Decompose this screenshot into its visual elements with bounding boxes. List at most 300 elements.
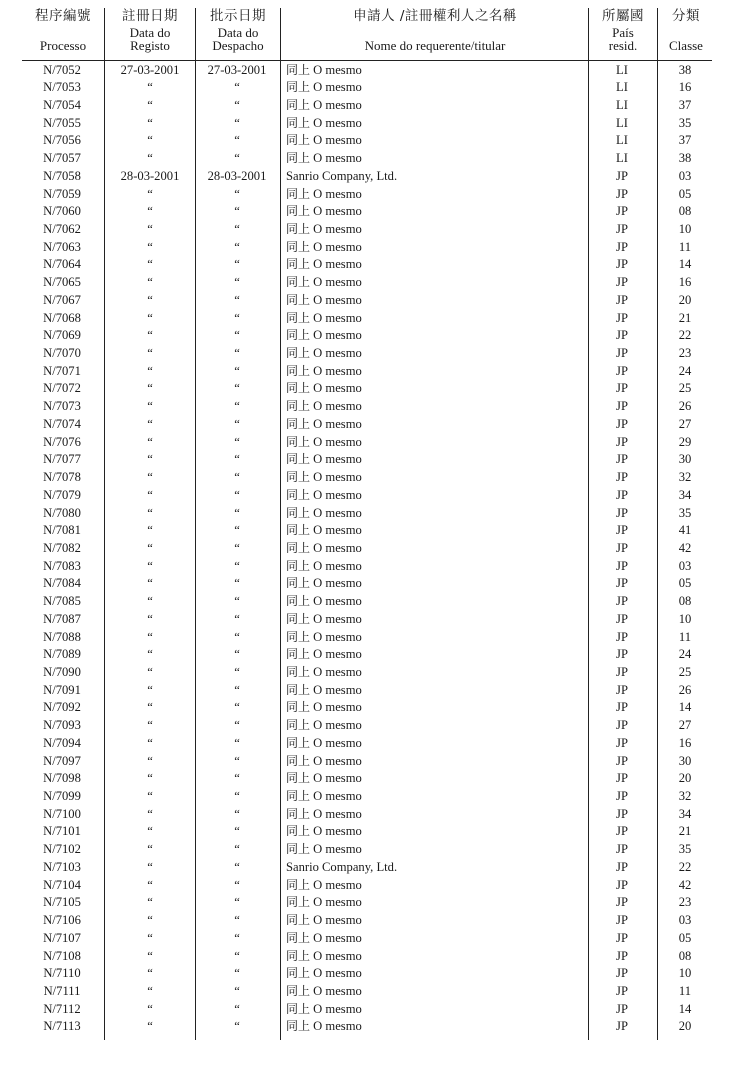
applicant-name-cell (286, 788, 586, 806)
applicant-name-cell (286, 753, 586, 771)
country-cell: JP (616, 221, 628, 236)
registo-date-cell: “ (147, 523, 153, 538)
applicant-name-zh: 同上 (286, 700, 311, 715)
table-row (0, 62, 732, 80)
country-cell: JP (616, 913, 628, 928)
class-cell: 08 (678, 204, 692, 219)
applicant-name-pt: O mesmo (313, 576, 362, 591)
header-nome-pt: Nome do requerente/titular (364, 37, 506, 53)
class-cell: 24 (678, 363, 692, 378)
class-cell: 38 (678, 151, 692, 166)
applicant-name-cell (286, 132, 586, 150)
table-row (0, 239, 732, 257)
table-row (0, 629, 732, 647)
header-registo-pt1: Data do (129, 24, 171, 40)
despacho-date-cell: “ (234, 434, 240, 449)
processo-cell: N/7083 (43, 558, 81, 573)
country-cell: JP (616, 647, 628, 662)
despacho-date-cell: “ (234, 859, 240, 874)
applicant-name-pt: O mesmo (313, 292, 362, 307)
applicant-name-pt: O mesmo (313, 523, 362, 538)
class-cell: 27 (678, 416, 692, 431)
table-row (0, 522, 732, 540)
table-row (0, 682, 732, 700)
class-cell: 30 (678, 753, 692, 768)
country-cell: JP (616, 789, 628, 804)
despacho-date-cell: “ (234, 877, 240, 892)
table-row (0, 434, 732, 452)
applicant-name-zh: 同上 (286, 735, 311, 750)
applicant-name-cell (286, 699, 586, 717)
applicant-name-pt: O mesmo (313, 806, 362, 821)
table-row (0, 593, 732, 611)
registo-date-cell: “ (147, 399, 153, 414)
registo-date-cell: “ (147, 97, 153, 112)
despacho-date-cell: “ (234, 452, 240, 467)
table-row (0, 841, 732, 859)
registo-date-cell: “ (147, 594, 153, 609)
applicant-name-zh: 同上 (286, 664, 311, 679)
despacho-date-cell: “ (234, 753, 240, 768)
registo-date-cell: “ (147, 540, 153, 555)
header-pais-pt1: País (612, 24, 634, 40)
processo-cell: N/7111 (43, 983, 81, 998)
table-row (0, 611, 732, 629)
class-cell: 38 (678, 62, 692, 77)
processo-cell: N/7091 (43, 682, 81, 697)
applicant-name-cell (286, 930, 586, 948)
registo-date-cell: “ (147, 487, 153, 502)
processo-cell: N/7053 (43, 80, 81, 95)
table-row (0, 274, 732, 292)
applicant-name-zh: 同上 (286, 239, 311, 254)
class-cell: 35 (678, 505, 692, 520)
registo-date-cell: “ (147, 115, 153, 130)
processo-cell: N/7089 (43, 647, 81, 662)
applicant-name-cell (286, 97, 586, 115)
registo-date-cell: “ (147, 664, 153, 679)
header-nome (282, 10, 588, 60)
applicant-name-pt: O mesmo (313, 983, 362, 998)
registo-date-cell: “ (147, 558, 153, 573)
applicant-name-cell (286, 168, 586, 186)
registo-date-cell: “ (147, 470, 153, 485)
country-cell: JP (616, 824, 628, 839)
applicant-name-pt: O mesmo (313, 151, 362, 166)
class-cell: 16 (678, 275, 692, 290)
processo-cell: N/7074 (43, 416, 81, 431)
applicant-name-cell (286, 770, 586, 788)
country-cell: JP (616, 328, 628, 343)
class-cell: 30 (678, 452, 692, 467)
applicant-name-pt: O mesmo (313, 310, 362, 325)
country-cell: JP (616, 168, 628, 183)
processo-cell: N/7100 (43, 806, 81, 821)
header-pais-zh: 所屬國 (602, 8, 644, 24)
despacho-date-cell: “ (234, 80, 240, 95)
registo-date-cell: “ (147, 434, 153, 449)
applicant-name-cell (286, 522, 586, 540)
applicant-name-zh: 同上 (286, 523, 311, 538)
applicant-name-zh: 同上 (286, 682, 311, 697)
class-cell: 14 (678, 700, 692, 715)
applicant-name-cell (286, 292, 586, 310)
applicant-name-cell (286, 469, 586, 487)
registo-date-cell: “ (147, 221, 153, 236)
processo-cell: N/7073 (43, 399, 81, 414)
class-cell: 20 (678, 1019, 692, 1034)
table-row (0, 1001, 732, 1019)
class-cell: 16 (678, 80, 692, 95)
registo-date-cell: “ (147, 346, 153, 361)
processo-cell: N/7060 (43, 204, 81, 219)
despacho-date-cell: “ (234, 328, 240, 343)
country-cell: JP (616, 257, 628, 272)
applicant-name-pt: O mesmo (313, 80, 362, 95)
applicant-name-cell (286, 327, 586, 345)
applicant-name-cell (286, 239, 586, 257)
header-despacho-zh: 批示日期 (210, 8, 266, 24)
applicant-name-pt: O mesmo (313, 204, 362, 219)
country-cell: JP (616, 239, 628, 254)
registo-date-cell: “ (147, 983, 153, 998)
processo-cell: N/7085 (43, 594, 81, 609)
country-cell: JP (616, 859, 628, 874)
class-cell: 14 (678, 1001, 692, 1016)
applicant-name-cell (286, 203, 586, 221)
class-cell: 27 (678, 718, 692, 733)
applicant-name-zh: 同上 (286, 842, 311, 857)
class-cell: 35 (678, 842, 692, 857)
processo-cell: N/7097 (43, 753, 81, 768)
processo-cell: N/7113 (43, 1019, 81, 1034)
processo-cell: N/7079 (43, 487, 81, 502)
registo-date-cell: “ (147, 1001, 153, 1016)
country-cell: JP (616, 399, 628, 414)
class-cell: 32 (678, 470, 692, 485)
despacho-date-cell: “ (234, 1001, 240, 1016)
table-row (0, 894, 732, 912)
applicant-name-cell (286, 380, 586, 398)
applicant-name-cell (286, 150, 586, 168)
class-cell: 20 (678, 292, 692, 307)
processo-cell: N/7052 (43, 62, 81, 77)
table-row (0, 859, 732, 877)
class-cell: 23 (678, 895, 692, 910)
country-cell: JP (616, 346, 628, 361)
table-row (0, 735, 732, 753)
despacho-date-cell: “ (234, 718, 240, 733)
processo-cell: N/7056 (43, 133, 81, 148)
applicant-name-pt: O mesmo (313, 753, 362, 768)
class-cell: 03 (678, 168, 692, 183)
table-row (0, 505, 732, 523)
applicant-name-zh: 同上 (286, 1001, 311, 1016)
registo-date-cell: “ (147, 452, 153, 467)
applicant-name-pt: O mesmo (313, 328, 362, 343)
applicant-name-cell (286, 451, 586, 469)
applicant-name-pt: O mesmo (313, 452, 362, 467)
country-cell: JP (616, 558, 628, 573)
class-cell: 10 (678, 966, 692, 981)
country-cell: JP (616, 363, 628, 378)
class-cell: 11 (678, 239, 692, 254)
despacho-date-cell: “ (234, 842, 240, 857)
despacho-date-cell: “ (234, 789, 240, 804)
applicant-name-cell (286, 575, 586, 593)
registo-date-cell: “ (147, 753, 153, 768)
applicant-name-zh: 同上 (286, 540, 311, 555)
applicant-name-zh: 同上 (286, 771, 311, 786)
processo-cell: N/7110 (43, 966, 81, 981)
country-cell: JP (616, 771, 628, 786)
registo-date-cell: “ (147, 877, 153, 892)
applicant-name-pt: O mesmo (313, 594, 362, 609)
table-row (0, 97, 732, 115)
despacho-date-cell: “ (234, 275, 240, 290)
applicant-name-zh: 同上 (286, 594, 311, 609)
applicant-name-cell (286, 79, 586, 97)
despacho-date-cell: 27-03-2001 (207, 62, 267, 77)
despacho-date-cell: “ (234, 806, 240, 821)
despacho-date-cell: “ (234, 966, 240, 981)
class-cell: 03 (678, 558, 692, 573)
header-despacho (196, 10, 280, 60)
applicant-name-cell (286, 505, 586, 523)
header-classe (659, 10, 713, 60)
applicant-name-cell (286, 611, 586, 629)
class-cell: 10 (678, 221, 692, 236)
class-cell: 42 (678, 877, 692, 892)
despacho-date-cell: “ (234, 523, 240, 538)
table-row (0, 912, 732, 930)
table-row (0, 150, 732, 168)
class-cell: 21 (678, 824, 692, 839)
processo-cell: N/7105 (43, 895, 81, 910)
country-cell: JP (616, 292, 628, 307)
applicant-name-pt: O mesmo (313, 629, 362, 644)
applicant-name-cell (286, 1018, 586, 1036)
registo-date-cell: “ (147, 328, 153, 343)
applicant-name-cell (286, 62, 586, 80)
applicant-name-zh: 同上 (286, 434, 311, 449)
applicant-name-pt: Sanrio Company, Ltd. (286, 859, 398, 874)
despacho-date-cell: “ (234, 487, 240, 502)
registo-date-cell: “ (147, 292, 153, 307)
despacho-date-cell: “ (234, 204, 240, 219)
despacho-date-cell: “ (234, 824, 240, 839)
applicant-name-zh: 同上 (286, 363, 311, 378)
registo-date-cell: “ (147, 381, 153, 396)
registo-date-cell: “ (147, 363, 153, 378)
class-cell: 42 (678, 540, 692, 555)
processo-cell: N/7059 (43, 186, 81, 201)
applicant-name-zh: 同上 (286, 328, 311, 343)
applicant-name-pt: O mesmo (313, 1019, 362, 1034)
applicant-name-cell (286, 310, 586, 328)
registo-date-cell: “ (147, 842, 153, 857)
despacho-date-cell: “ (234, 983, 240, 998)
table-row (0, 380, 732, 398)
applicant-name-zh: 同上 (286, 505, 311, 520)
applicant-name-pt: O mesmo (313, 115, 362, 130)
table-row (0, 753, 732, 771)
processo-cell: N/7101 (43, 824, 81, 839)
table-row (0, 79, 732, 97)
country-cell: JP (616, 186, 628, 201)
applicant-name-cell (286, 434, 586, 452)
country-cell: JP (616, 523, 628, 538)
applicant-name-pt: O mesmo (313, 133, 362, 148)
class-cell: 08 (678, 594, 692, 609)
despacho-date-cell: “ (234, 292, 240, 307)
processo-cell: N/7081 (43, 523, 81, 538)
registo-date-cell: “ (147, 966, 153, 981)
registo-date-cell: “ (147, 629, 153, 644)
registo-date-cell: “ (147, 789, 153, 804)
applicant-name-zh: 同上 (286, 346, 311, 361)
applicant-name-pt: O mesmo (313, 735, 362, 750)
applicant-name-pt: O mesmo (313, 62, 362, 77)
applicant-name-cell (286, 894, 586, 912)
applicant-name-zh: 同上 (286, 930, 311, 945)
applicant-name-pt: O mesmo (313, 221, 362, 236)
applicant-name-cell (286, 735, 586, 753)
registo-date-cell: “ (147, 771, 153, 786)
applicant-name-pt: O mesmo (313, 966, 362, 981)
applicant-name-cell (286, 823, 586, 841)
applicant-name-pt: O mesmo (313, 97, 362, 112)
applicant-name-pt: O mesmo (313, 842, 362, 857)
despacho-date-cell: “ (234, 470, 240, 485)
table-row (0, 469, 732, 487)
class-cell: 34 (678, 487, 692, 502)
applicant-name-pt: O mesmo (313, 186, 362, 201)
applicant-name-pt: O mesmo (313, 381, 362, 396)
registo-date-cell: “ (147, 647, 153, 662)
applicant-name-pt: O mesmo (313, 647, 362, 662)
registo-date-cell: “ (147, 718, 153, 733)
class-cell: 05 (678, 576, 692, 591)
header-nome-zh: 申請人 /註冊權利人之名稱 (353, 8, 517, 24)
applicant-name-cell (286, 186, 586, 204)
despacho-date-cell: “ (234, 895, 240, 910)
class-cell: 41 (678, 523, 692, 538)
applicant-name-zh: 同上 (286, 310, 311, 325)
class-cell: 05 (678, 186, 692, 201)
processo-cell: N/7055 (43, 115, 81, 130)
applicant-name-pt: O mesmo (313, 930, 362, 945)
registo-date-cell: “ (147, 895, 153, 910)
despacho-date-cell: “ (234, 221, 240, 236)
applicant-name-zh: 同上 (286, 221, 311, 236)
applicant-name-pt: O mesmo (313, 789, 362, 804)
despacho-date-cell: “ (234, 771, 240, 786)
class-cell: 11 (678, 983, 692, 998)
processo-cell: N/7108 (43, 948, 81, 963)
class-cell: 11 (678, 629, 692, 644)
country-cell: JP (616, 434, 628, 449)
class-cell: 29 (678, 434, 692, 449)
processo-cell: N/7104 (43, 877, 81, 892)
header-despacho-pt1: Data do (217, 24, 259, 40)
class-cell: 23 (678, 346, 692, 361)
applicant-name-zh: 同上 (286, 895, 311, 910)
applicant-name-zh: 同上 (286, 399, 311, 414)
registo-date-cell: “ (147, 204, 153, 219)
table-row (0, 877, 732, 895)
table-row (0, 770, 732, 788)
table-row (0, 451, 732, 469)
despacho-date-cell: “ (234, 363, 240, 378)
header-classe-zh: 分類 (672, 8, 700, 24)
header-registo (106, 10, 194, 60)
class-cell: 16 (678, 735, 692, 750)
table-row (0, 965, 732, 983)
country-cell: JP (616, 204, 628, 219)
applicant-name-pt: O mesmo (313, 611, 362, 626)
table-row (0, 575, 732, 593)
processo-cell: N/7107 (43, 930, 81, 945)
despacho-date-cell: “ (234, 239, 240, 254)
despacho-date-cell: 28-03-2001 (207, 168, 267, 183)
country-cell: JP (616, 966, 628, 981)
registo-date-cell: “ (147, 735, 153, 750)
header-registo-zh: 註冊日期 (122, 8, 178, 24)
despacho-date-cell: “ (234, 576, 240, 591)
country-cell: JP (616, 948, 628, 963)
applicant-name-zh: 同上 (286, 789, 311, 804)
despacho-date-cell: “ (234, 381, 240, 396)
table-row (0, 363, 732, 381)
applicant-name-pt: O mesmo (313, 275, 362, 290)
applicant-name-pt: O mesmo (313, 718, 362, 733)
despacho-date-cell: “ (234, 133, 240, 148)
registo-date-cell: 28-03-2001 (120, 168, 180, 183)
country-cell: JP (616, 505, 628, 520)
despacho-date-cell: “ (234, 399, 240, 414)
registo-date-cell: “ (147, 239, 153, 254)
applicant-name-zh: 同上 (286, 983, 311, 998)
registo-date-cell: “ (147, 133, 153, 148)
applicant-name-zh: 同上 (286, 62, 311, 77)
applicant-name-pt: O mesmo (313, 948, 362, 963)
registo-date-cell: “ (147, 913, 153, 928)
despacho-date-cell: “ (234, 594, 240, 609)
processo-cell: N/7069 (43, 328, 81, 343)
country-cell: JP (616, 275, 628, 290)
processo-cell: N/7102 (43, 842, 81, 857)
table-row (0, 115, 732, 133)
despacho-date-cell: “ (234, 416, 240, 431)
applicant-name-zh: 同上 (286, 133, 311, 148)
processo-cell: N/7068 (43, 310, 81, 325)
applicant-name-pt: O mesmo (313, 363, 362, 378)
despacho-date-cell: “ (234, 151, 240, 166)
table-row (0, 664, 732, 682)
applicant-name-cell (286, 416, 586, 434)
processo-cell: N/7070 (43, 346, 81, 361)
processo-cell: N/7087 (43, 611, 81, 626)
class-cell: 25 (678, 381, 692, 396)
applicant-name-pt: O mesmo (313, 470, 362, 485)
applicant-name-cell (286, 1001, 586, 1019)
applicant-name-cell (286, 646, 586, 664)
applicant-name-cell (286, 221, 586, 239)
registo-date-cell: “ (147, 682, 153, 697)
applicant-name-pt: O mesmo (313, 505, 362, 520)
applicant-name-zh: 同上 (286, 576, 311, 591)
